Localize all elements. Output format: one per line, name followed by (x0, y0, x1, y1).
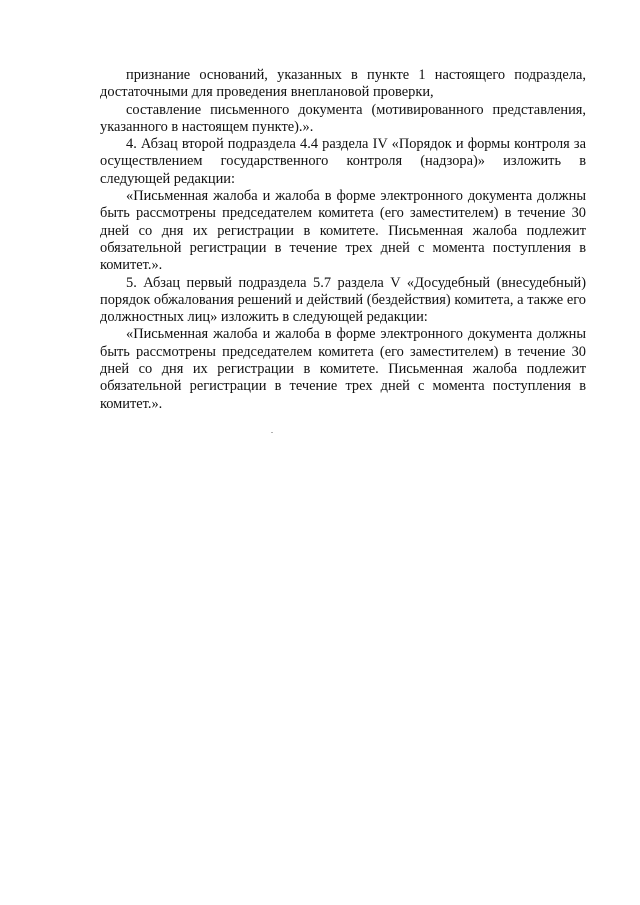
paragraph-item-4: 4. Абзац второй подраздела 4.4 раздела IV «Порядок и формы контроля за осуществлением государственного контроля (надзора)» изложить в следующей редакции: (100, 136, 586, 187)
scan-speck (271, 432, 273, 433)
paragraph-item-4-new-text: «Письменная жалоба и жалоба в форме электронного документа должны быть рассмотрены председателем комитета (его заместителем) в течение 30 дней со дня их регистрации в комитете. Письменная жалоба подлежит обязательной регистрации в течение трех дней с момента поступления в комитет.». (100, 188, 586, 274)
paragraph-item-5: 5. Абзац первый подраздела 5.7 раздела V «Досудебный (внесудебный) порядок обжалования решений и действий (бездействия) комитета, а также его должностных лиц» изложить в следующей редакции: (100, 274, 586, 326)
paragraph-unscheduled-inspection-grounds: признание оснований, указанных в пункте 1 настоящего подраздела, достаточными для проведения внеплановой проверки, (100, 67, 586, 101)
document-body (100, 67, 586, 413)
paragraph-item-5-new-text: «Письменная жалоба и жалоба в форме электронного документа должны быть рассмотрены председателем комитета (его заместителем) в течение 30 дней со дня их регистрации в комитете. Письменная жалоба подлежит обязательной регистрации в течение трех дней с момента поступления в комитет.». (100, 326, 586, 412)
paragraph-written-document: составление письменного документа (мотивированного представления, указанного в настоящем пункте).». (100, 101, 586, 135)
